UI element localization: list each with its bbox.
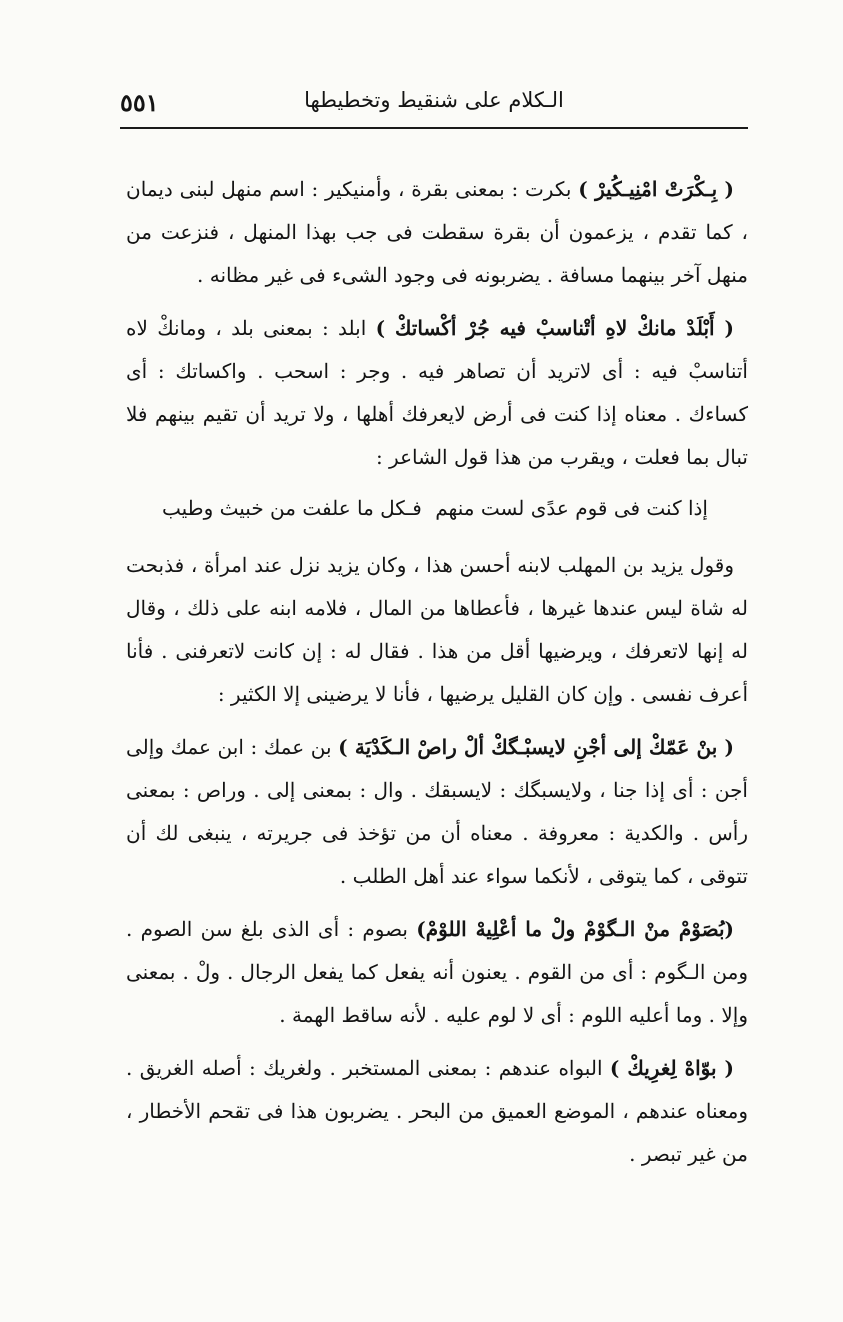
proverb-explanation: بكرت : بمعنى بقرة ، وأمنيكير : اسم منهل لبنى ديمان ، كما تقدم ، يزعمون أن بقرة سقطت فى جب بهذا المنهل ، فنزعت من منهل آخر بينهما مسافة . يضربونه فى وجود الشىء فى غير مظانه . [126, 177, 748, 287]
proverb-explanation: ابلد : بمعنى بلد ، ومانكْ لاه أتناسبْ فيه : أى لاتريد أن تصاهر فيه . وجر : اسحب . واكساتك : أى كساءك . معناه إذا كنت فى أرض لايعرفك أهلها ، ولا تريد أن تقيم بينهم فلا تبال بما فعلت ، ويقرب من هذا قول الشاعر : [126, 316, 748, 469]
entry-ablad [126, 307, 748, 479]
anecdote-yazid: وقول يزيد بن المهلب لابنه أحسن هذا ، وكان يزيد نزل عند امرأة ، فذبحت له شاة ليس عندها غيرها ، فأعطاها من المال ، فلامه ابنه على ذلك ، وقال له إنها لاتعرفك ، ويرضيها أقل من هذا . فقال له : إن كانت لاتعرفنى . فأنا أعرف نفسى . وإن كان القليل يرضيها ، فأنا لا يرضينى إلا الكثير : [126, 553, 748, 706]
page-body [126, 168, 748, 1186]
proverb-heading: ( بِـكْرَتْ امْنِيـكُيرْ ) [578, 177, 734, 201]
proverb-explanation: البواه عندهم : بمعنى المستخبر . ولغريك : أصله الغريق . ومعناه عندهم ، الموضع العميق من البحر . يضربون هذا فى تقحم الأخطار ، من غير تبصر . [126, 1056, 748, 1166]
verse-hemistich-2: فـكل ما علفت من خبيث وطيب [162, 496, 422, 520]
page-header [120, 88, 748, 124]
header-rule [120, 127, 748, 129]
proverb-heading: ( بنْ عَمّكْ إلى أجْنِ لايسبْـگكْ ألْ راصْ الـكَدْيَة ) [338, 735, 734, 759]
page-number: ٥٥١ [120, 88, 159, 117]
proverb-heading: ( بوّاهْ لِغرِيكْ ) [609, 1056, 734, 1080]
entry-busawm [126, 908, 748, 1037]
poetry-verse [126, 487, 748, 530]
proverb-explanation: بن عمك : ابن عمك وإلى أجن : أى إذا جنا ، ولايسبگك : لايسبقك . وال : بمعنى إلى . وراص : بمعنى رأس . والكدية : معروفة . معناه أن من تؤخذ فى جريرته ، ينبغى لك أن تتوقى ، كما يتوقى ، لأنكما سواء عند أهل الطلب . [126, 735, 748, 888]
running-title: الـكلام على شنقيط وتخطيطها [304, 88, 564, 112]
proverb-explanation: بصوم : أى الذى بلغ سن الصوم . ومن الـگوم : أى من القوم . يعنون أنه يفعل كما يفعل الرجال . ولْ . بمعنى وإلا . وما أعليه اللوم : أى لا لوم عليه . لأنه ساقط الهمة . [126, 917, 748, 1027]
proverb-heading: (بُصَوْمْ منْ الـگوْمْ ولْ ما أعْلِيهْ اللوْمْ) [416, 917, 735, 941]
proverb-heading: ( أَبْلَدْ مانكْ لاهِ أتْناسبْ فيه جُرْ أكْساتكْ ) [375, 316, 734, 340]
entry-bin-ammak [126, 726, 748, 898]
entry-bawwah [126, 1047, 748, 1176]
verse-hemistich-1: إذا كنت فى قوم عدًى لست منهم [435, 496, 708, 520]
entry-bikrat [126, 168, 748, 297]
